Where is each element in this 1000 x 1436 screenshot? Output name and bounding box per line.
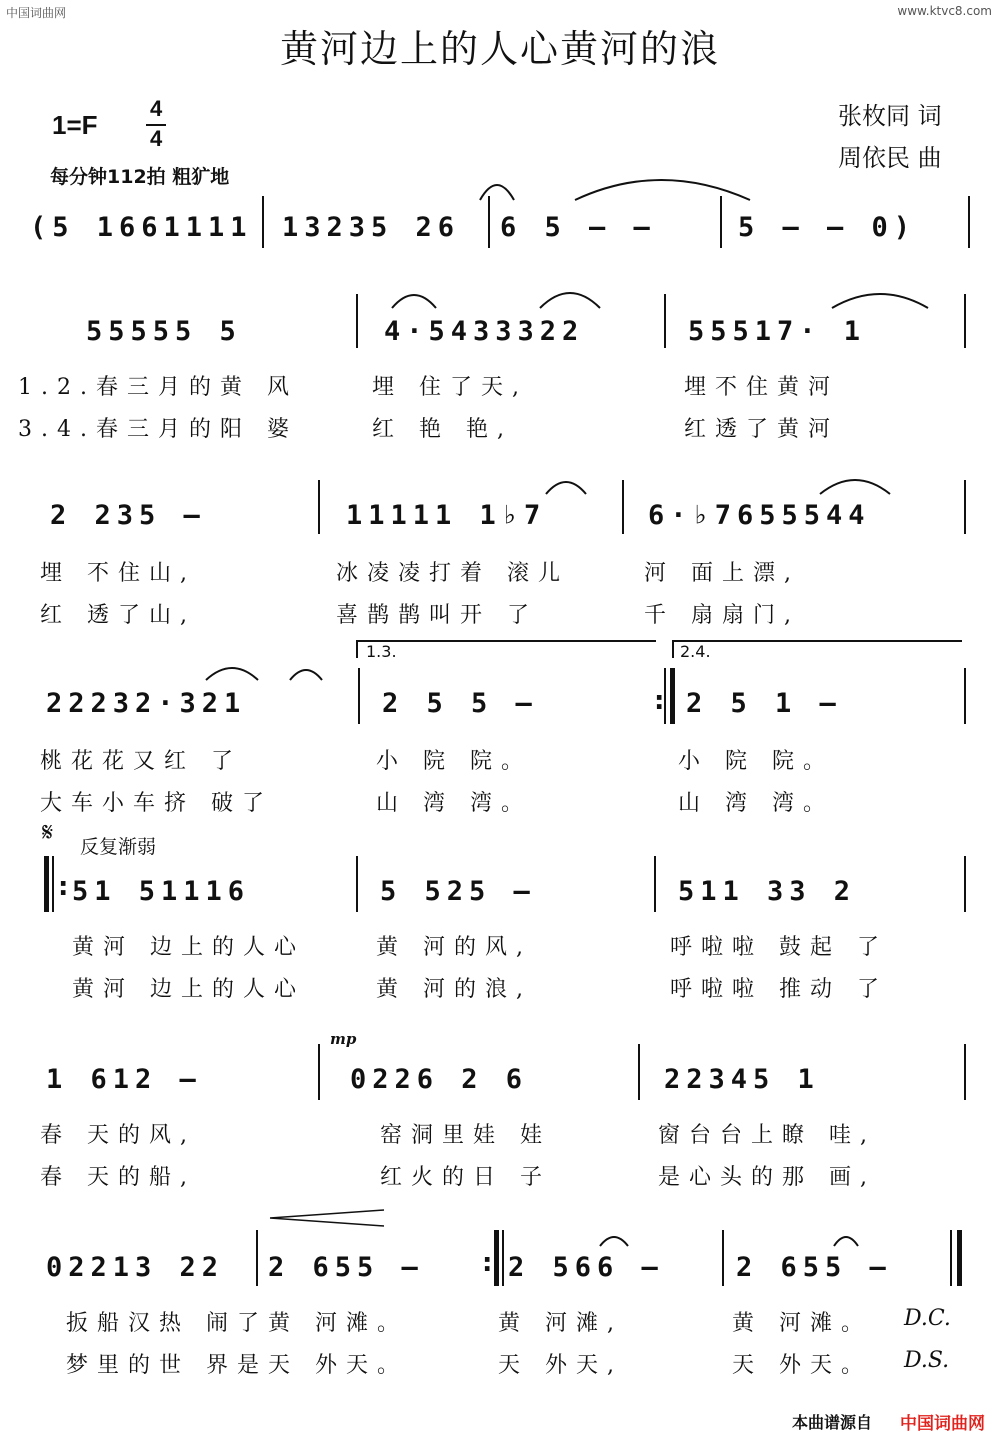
notes-s2-m3: 55517· 1 <box>688 316 867 347</box>
lyric-s4-v1-a: 桃花花又红 了 <box>40 749 242 774</box>
lyric-s5-v2-c: 呼啦啦 推动 了 <box>670 977 888 1002</box>
lyric-s5-v2-a: 黄河 边上的人心 <box>72 977 305 1002</box>
lyric-s2-v1-a: 1.2.春三月的黄 风 <box>18 375 298 400</box>
barline <box>622 480 624 534</box>
watermark-right: www.ktvc8.com <box>897 4 992 18</box>
lyric-s3-v2-c: 千 扇扇门, <box>644 603 800 628</box>
lyric-s3-v1-c: 河 面上漂, <box>644 561 800 586</box>
repeat-barline <box>670 668 675 724</box>
barline <box>964 294 966 348</box>
barline <box>256 1230 258 1286</box>
time-signature-bottom: 4 <box>150 126 163 151</box>
barline <box>356 294 358 348</box>
dynamics-marking: 反复渐弱 <box>80 836 157 858</box>
notes-s6-m2: 0226 2 6 <box>350 1064 529 1095</box>
repeat-dots: : <box>482 1248 493 1278</box>
notes-s4-m3: 2 5 1 – <box>686 688 842 719</box>
lyric-s5-v1-c: 呼啦啦 鼓起 了 <box>670 935 888 960</box>
barline <box>318 1044 320 1100</box>
notes-s6-m1: 1 612 – <box>46 1064 202 1095</box>
lyric-s6-v1-b: 窑洞里娃 娃 <box>380 1123 551 1148</box>
notes-s2-m2: 4·5433322 <box>384 316 585 347</box>
notes-s6-m3: 22345 1 <box>664 1064 820 1095</box>
lyric-s7-v1-a: 扳船汉热 闹了 <box>66 1311 268 1336</box>
lyric-s6-v2-c: 是心头的那 画, <box>658 1165 876 1190</box>
notes-s3-m2: 11111 1♭7 <box>346 500 547 531</box>
lyric-s4-v1-c: 小 院 院。 <box>678 749 834 774</box>
barline <box>950 1230 952 1286</box>
lyric-s2-v2-b: 红 艳 艳, <box>372 417 513 442</box>
notes-s5-m2: 5 525 – <box>380 876 536 907</box>
lyric-s2-v1-c: 埋不住黄河 <box>684 375 840 400</box>
notes-s1-m3: 6 5 – – <box>500 212 656 243</box>
lyricist-credit: 张枚同 词 <box>838 102 942 130</box>
notes-s3-m3: 6·♭7655544 <box>648 500 871 531</box>
notes-s4-m1: 22232·321 <box>46 688 247 719</box>
lyric-s6-v2-b: 红火的日 子 <box>380 1165 551 1190</box>
volta-line-2 <box>672 640 962 642</box>
footer-source: 本曲谱源自 <box>792 1413 873 1432</box>
lyric-s6-v1-c: 窗台台上瞭 哇, <box>658 1123 876 1148</box>
notes-s2-m1: 55555 5 <box>86 316 242 347</box>
barline <box>638 1044 640 1100</box>
lyric-s3-v2-b: 喜鹊鹊叫开 了 <box>336 603 538 628</box>
barline <box>52 856 54 912</box>
lyric-s4-v2-a: 大车小车挤 破了 <box>40 791 273 816</box>
lyric-s4-v2-c: 山 湾 湾。 <box>678 791 834 816</box>
lyric-s7-v2-b: 天 外天。 <box>268 1353 408 1378</box>
notes-s7-m3: 2 566 – <box>508 1252 664 1283</box>
volta-bracket-1 <box>356 640 358 658</box>
footer-site-link[interactable]: 中国词曲网 <box>900 1414 985 1434</box>
lyric-s6-v1-a: 春 天的风, <box>40 1123 196 1148</box>
tempo-marking: 每分钟112拍 粗犷地 <box>50 166 230 188</box>
lyric-s6-v2-a: 春 天的船, <box>40 1165 196 1190</box>
barline <box>358 668 360 724</box>
lyric-s4-v2-b: 山 湾 湾。 <box>376 791 532 816</box>
lyric-s2-v1-b: 埋 住了天, <box>372 375 528 400</box>
notes-s4-m2: 2 5 5 – <box>382 688 538 719</box>
barline <box>502 1230 504 1286</box>
notes-s5-m3: 511 33 2 <box>678 876 857 907</box>
notes-s5-m1: 51 51116 <box>72 876 251 907</box>
notes-s1-m1: (5 1661111 <box>30 212 253 243</box>
barline <box>964 856 966 912</box>
notes-s1-m4: 5 – – 0) <box>738 212 917 243</box>
barline <box>654 856 656 912</box>
lyric-s4-v1-b: 小 院 院。 <box>376 749 532 774</box>
lyric-s3-v1-a: 埋 不住山, <box>40 561 196 586</box>
ending-dc: D.C. <box>904 1306 951 1331</box>
ending-ds: D.S. <box>904 1348 950 1373</box>
watermark-left: 中国词曲网 <box>6 6 67 20</box>
barline <box>664 668 666 724</box>
lyric-s2-v2-a: 3.4.春三月的阳 婆 <box>18 417 298 442</box>
lyric-s5-v2-b: 黄 河的浪, <box>376 977 532 1002</box>
volta-bracket-2 <box>672 640 674 658</box>
volta-label-2: 2.4. <box>680 642 711 661</box>
repeat-end-barline <box>494 1230 499 1286</box>
segno-sign: 𝄋 <box>42 818 54 848</box>
key-signature: 1=F <box>52 110 98 140</box>
barline <box>964 1044 966 1100</box>
lyric-s2-v2-c: 红透了黄河 <box>684 417 840 442</box>
barline <box>964 480 966 534</box>
lyric-s5-v1-a: 黄河 边上的人心 <box>72 935 305 960</box>
lyric-s3-v2-a: 红 透了山, <box>40 603 196 628</box>
lyric-s7-v1-d: 黄 河滩。 <box>732 1311 872 1336</box>
notes-s3-m1: 2 235 – <box>50 500 206 531</box>
lyric-s5-v1-b: 黄 河的风, <box>376 935 532 960</box>
notes-s7-m4: 2 655 – <box>736 1252 892 1283</box>
final-barline <box>957 1230 962 1286</box>
lyric-s7-v2-c: 天 外天, <box>498 1353 623 1378</box>
time-signature-top: 4 <box>150 96 163 121</box>
volta-label-1: 1.3. <box>366 642 397 661</box>
barline <box>318 480 320 534</box>
barline <box>664 294 666 348</box>
barline <box>722 1230 724 1286</box>
composer-credit: 周依民 曲 <box>838 144 942 172</box>
notes-s7-m1: 02213 22 <box>46 1252 225 1283</box>
repeat-dots: : <box>654 686 665 716</box>
lyric-s7-v2-a: 梦里的世 界是 <box>66 1353 268 1378</box>
barline <box>964 668 966 724</box>
song-title: 黄河边上的人心黄河的浪 <box>279 27 720 71</box>
dynamic-mp: mp <box>330 1030 357 1048</box>
lyric-s7-v2-d: 天 外天。 <box>732 1353 872 1378</box>
repeat-dots: : <box>58 872 69 902</box>
lyric-s7-v1-c: 黄 河滩, <box>498 1311 623 1336</box>
notes-s1-m2: 13235 26 <box>282 212 461 243</box>
lyric-s3-v1-b: 冰凌凌打着 滚儿 <box>336 561 569 586</box>
volta-line-1 <box>356 640 656 642</box>
repeat-start-barline <box>44 856 49 912</box>
notes-s7-m2: 2 655 – <box>268 1252 424 1283</box>
lyric-s7-v1-b: 黄 河滩。 <box>268 1311 408 1336</box>
barline <box>356 856 358 912</box>
